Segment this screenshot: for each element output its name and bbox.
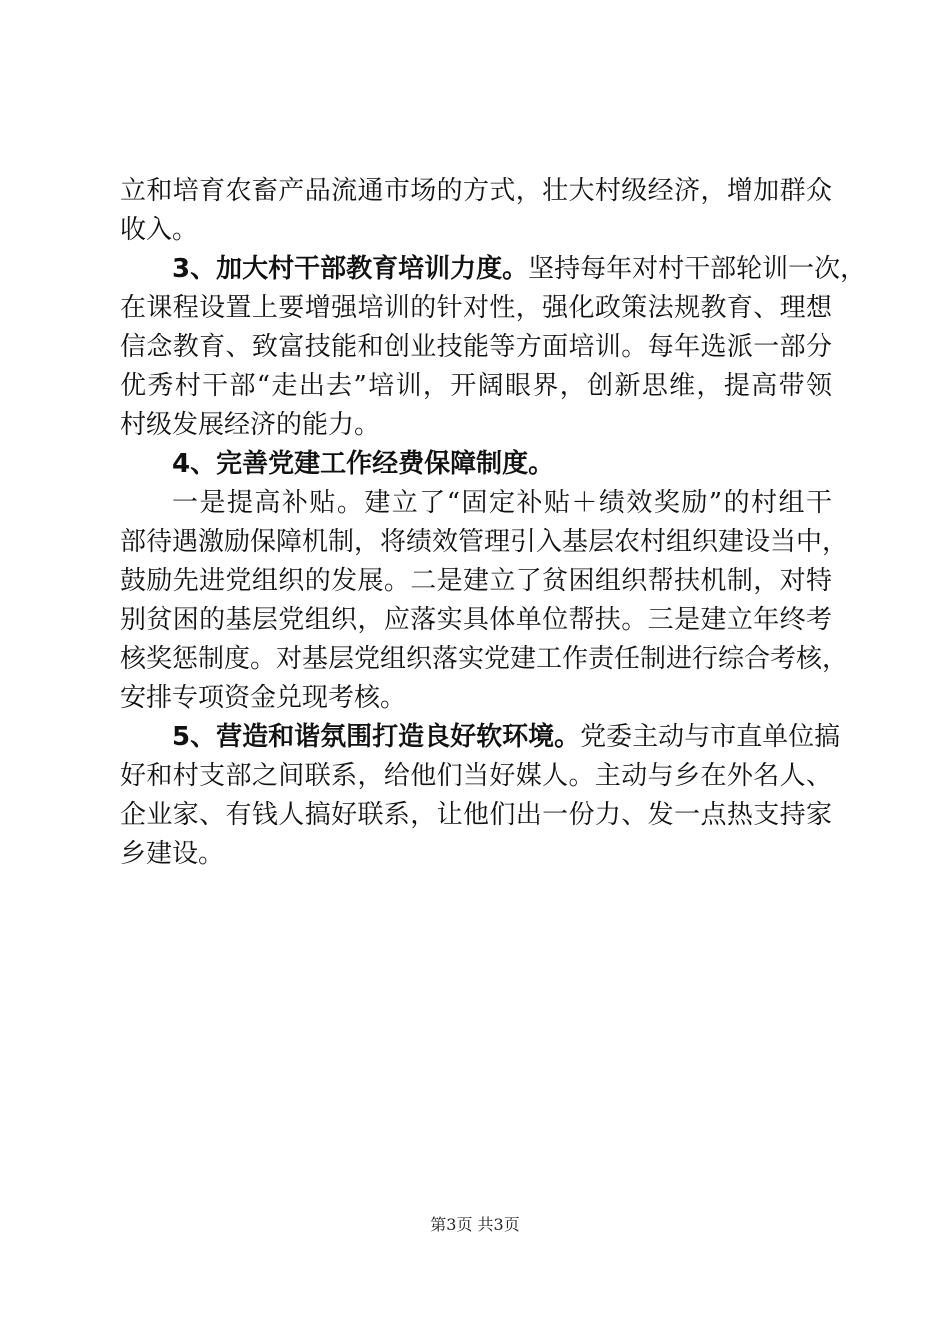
text-line xyxy=(120,718,841,757)
paragraph-training xyxy=(120,250,867,445)
text-line: 乡建设。 xyxy=(120,839,225,869)
text-line: 在课程设置上要增强培训的针对性，强化政策法规教育、理想 xyxy=(120,293,832,323)
text-line: 核奖惩制度。对基层党组织落实党建工作责任制进行综合考核， xyxy=(120,644,849,674)
page-footer: 第3页 共3页 xyxy=(430,1215,520,1234)
paragraph-continuation xyxy=(120,172,832,250)
paragraph-environment xyxy=(120,718,841,874)
text-line: 一是提高补贴。建立了“固定补贴＋绩效奖励”的村组干 xyxy=(172,488,832,518)
text-line: 鼓励先进党组织的发展。二是建立了贫困组织帮扶机制，对特 xyxy=(120,566,832,596)
text-line: 信念教育、致富技能和创业技能等方面培训。每年选派一部分 xyxy=(120,332,832,362)
text-line xyxy=(120,445,832,484)
paragraph-funding-heading xyxy=(120,445,832,484)
text-line: 别贫困的基层党组织，应落实具体单位帮扶。三是建立年终考 xyxy=(120,605,832,635)
text-run: 党委主动与市直单位搞 xyxy=(580,722,841,752)
text-line: 部待遇激励保障机制，将绩效管理引入基层农村组织建设当中， xyxy=(120,527,849,557)
text-run: 坚持每年对村干部轮训一次， xyxy=(528,254,867,284)
text-line: 企业家、有钱人搞好联系，让他们出一份力、发一点热支持家 xyxy=(120,800,832,830)
text-line: 立和培育农畜产品流通市场的方式，壮大村级经济，增加群众 xyxy=(120,176,832,206)
text-line: 村级发展经济的能力。 xyxy=(120,410,381,440)
document-body xyxy=(120,172,867,874)
section-heading: 4、完善党建工作经费保障制度。 xyxy=(172,449,555,479)
section-heading: 3、加大村干部教育培训力度。 xyxy=(172,254,529,284)
paragraph-funding xyxy=(120,484,849,718)
text-line: 好和村支部之间联系，给他们当好媒人。主动与乡在外名人、 xyxy=(120,761,832,791)
text-line: 收入。 xyxy=(120,215,199,245)
section-heading: 5、营造和谐氛围打造良好软环境。 xyxy=(172,722,581,752)
text-line xyxy=(120,250,867,289)
text-line: 安排专项资金兑现考核。 xyxy=(120,683,407,713)
text-line: 优秀村干部“走出去”培训，开阔眼界，创新思维，提高带领 xyxy=(120,371,832,401)
